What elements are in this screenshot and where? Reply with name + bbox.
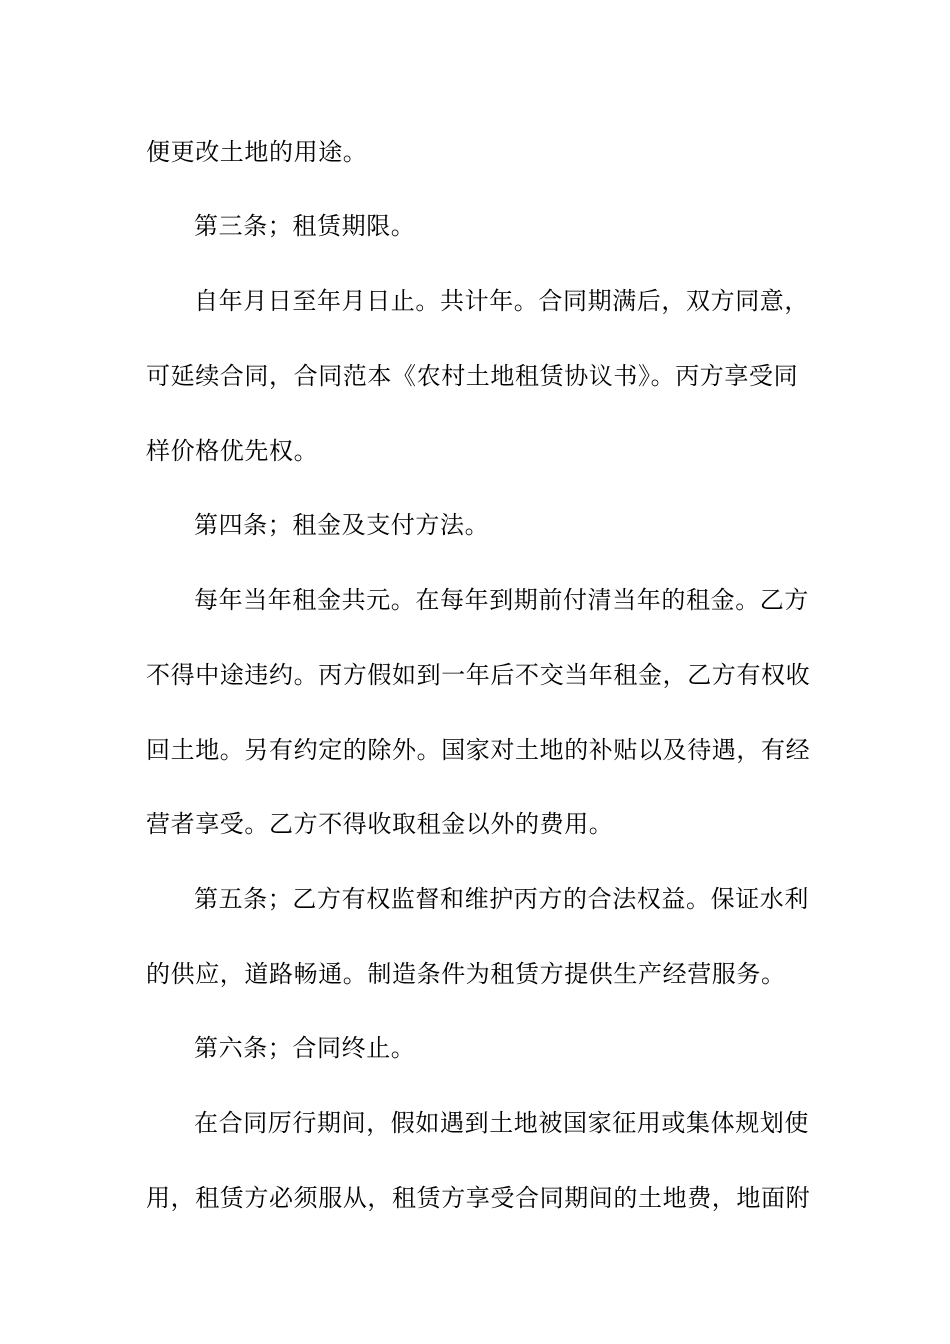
text-line: 的供应，道路畅通。制造条件为租赁方提供生产经营服务。	[146, 960, 786, 988]
article-heading: 第三条；租赁期限。	[194, 212, 416, 240]
text-line: 便更改土地的用途。	[146, 138, 368, 166]
article-heading: 第五条；乙方有权监督和维护丙方的合法权益。保证水利	[194, 885, 809, 913]
text-line: 营者享受。乙方不得收取租金以外的费用。	[146, 810, 614, 838]
article-heading: 第四条；租金及支付方法。	[194, 511, 490, 539]
text-line: 用，租赁方必须服从，租赁方享受合同期间的土地费，地面附	[146, 1184, 811, 1212]
text-line: 回土地。另有约定的除外。国家对土地的补贴以及待遇，有经	[146, 736, 811, 764]
text-line: 自年月日至年月日止。共计年。合同期满后，双方同意，	[194, 287, 809, 315]
article-heading: 第六条；合同终止。	[194, 1034, 416, 1062]
text-line: 每年当年租金共元。在每年到期前付清当年的租金。乙方	[194, 586, 809, 614]
text-line: 在合同厉行期间，假如遇到土地被国家征用或集体规划使	[194, 1109, 809, 1137]
text-line: 样价格优先权。	[146, 437, 319, 465]
text-line: 可延续合同，合同范本《农村土地租赁协议书》。丙方享受同	[146, 362, 799, 390]
text-line: 不得中途违约。丙方假如到一年后不交当年租金，乙方有权收	[146, 661, 811, 689]
